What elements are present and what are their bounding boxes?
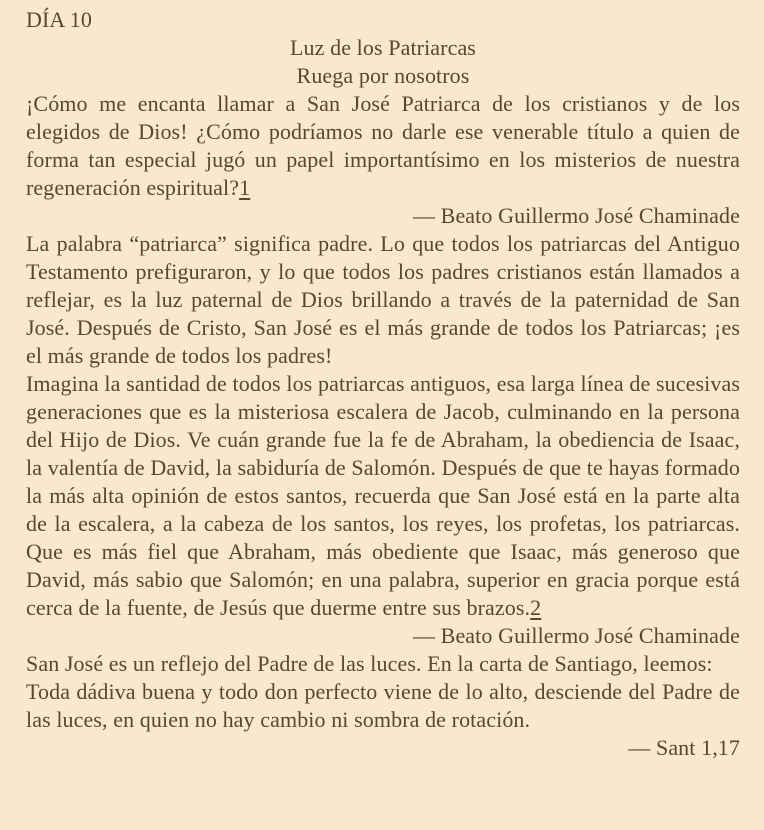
paragraph-imagina-santidad <box>26 370 740 622</box>
footnote-ref-1[interactable]: 1 <box>239 175 251 200</box>
footnote-ref-2[interactable]: 2 <box>530 595 542 620</box>
opening-quote-text: ¡Cómo me encanta llamar a San José Patriarca de los cristianos y de los elegidos de Dios! ¿Cómo podríamos no darle ese venerable título a quien de forma tan especial jugó un papel importantísimo en los misterios de nuestra regeneración espiritual? <box>26 91 740 200</box>
paragraph-san-jose-reflejo: San José es un reflejo del Padre de las luces. En la carta de Santiago, leemos: <box>26 651 713 676</box>
day-label: DÍA 10 <box>26 7 92 32</box>
paragraph-patriarca-significa: La palabra “patriarca” significa padre. Lo que todos los patriarcas del Antiguo Testamento prefiguraron, y lo que todos los padres cristianos están llamados a reflejar, es la luz paternal de Dios brillando a través de la paternidad de San José. Después de Cristo, San José es el más grande de todos los Patriarcas; ¡es el más grande de todos los padres! <box>26 231 740 368</box>
attribution-chaminade-2: — Beato Guillermo José Chaminade <box>412 623 740 648</box>
opening-quote-paragraph <box>26 90 740 202</box>
attribution-sant-1-17: — Sant 1,17 <box>628 735 740 760</box>
invocation-subtitle: Ruega por nosotros <box>296 63 470 88</box>
paragraph-imagina-text: Imagina la santidad de todos los patriarcas antiguos, esa larga línea de sucesivas generaciones que es la misteriosa escalera de Jacob, culminando en la persona del Hijo de Dios. Ve cuán grande fue la fe de Abraham, la obediencia de Isaac, la valentía de David, la sabiduría de Salomón. Después de que te hayas formado la más alta opinión de estos santos, recuerda que San José está en la parte alta de la escalera, a la cabeza de los santos, los reyes, los profetas, los patriarcas. Que es más fiel que Abraham, más obediente que Isaac, más generoso que David, más sabio que Salomón; en una palabra, superior en gracia porque está cerca de la fuente, de Jesús que duerme entre sus brazos. <box>26 371 740 620</box>
invocation-title: Luz de los Patriarcas <box>290 35 476 60</box>
scripture-quote: Toda dádiva buena y todo don perfecto viene de lo alto, desciende del Padre de las luces, en quien no hay cambio ni sombra de rotación. <box>26 679 740 732</box>
attribution-chaminade-1: — Beato Guillermo José Chaminade <box>412 203 740 228</box>
